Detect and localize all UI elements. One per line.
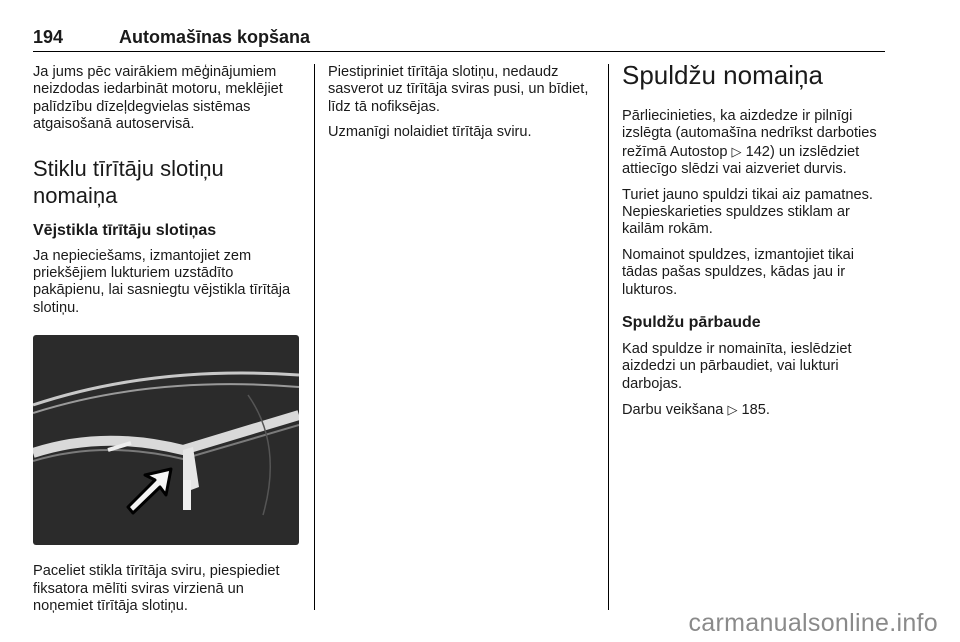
- watermark: carmanualsonline.info: [688, 609, 938, 637]
- page-number: 194: [33, 27, 64, 47]
- wiper-section-heading: Stiklu tīrītāju slotiņu nomaiņa: [33, 155, 224, 208]
- column-3: [622, 60, 892, 420]
- step-access-paragraph: Ja nepieciešams, izmantojiet zem priekšējiem lukturiem uzstādīto pakāpienu, lai sasniegtu vējstikla tīrītāja slotiņu.: [33, 247, 291, 316]
- wiper-blade-figure: [33, 335, 299, 545]
- page-reference-link[interactable]: 142: [745, 143, 770, 160]
- section-title: Automašīnas kopšana: [119, 27, 311, 47]
- reference-arrow-icon: ▷: [731, 143, 742, 159]
- same-bulbs-paragraph: Nomainot spuldzes, izmantojiet tikai tādas pašas spuldzes, kādas jau ir lukturos.: [622, 246, 854, 298]
- wiper-blade-illustration: [33, 335, 299, 545]
- page-header: [33, 27, 885, 49]
- intro-paragraph: Ja jums pēc vairākiem mēģinājumiem neizdodas iedarbināt motoru, meklējiet palīdzību dīzeļdegvielas sistēmas atgaisošanā autoservisā.: [33, 64, 283, 133]
- attach-blade-paragraph: Piestipriniet tīrītāja slotiņu, nedaudz sasverot uz tīrītāja sviras pusi, un bīdiet, līdz tā nofiksējas.: [328, 64, 589, 115]
- page-reference-link[interactable]: 185: [741, 402, 766, 419]
- windshield-wiper-subheading: Vējstikla tīrītāju slotiņas: [33, 221, 217, 239]
- bulb-handling-paragraph: Turiet jauno spuldzi tikai aiz pamatnes. Nepieskarieties spuldzes stiklam ar kailām rokām.: [622, 186, 873, 238]
- lower-arm-paragraph: Uzmanīgi nolaidiet tīrītāja sviru.: [328, 124, 532, 141]
- workshop-reference-paragraph: [622, 401, 892, 419]
- workshop-text-end: .: [765, 402, 770, 419]
- bulb-check-paragraph: Kad spuldze ir nomainīta, ieslēdziet aizdedzi un pārbaudiet, vai lukturi darbojas.: [622, 341, 852, 392]
- ignition-off-text-end: ) un izslēdziet attiecīgo slēdzi vai aizveriet durvis.: [622, 143, 860, 178]
- column-divider-2: [608, 64, 609, 610]
- reference-arrow-icon: ▷: [727, 402, 738, 418]
- column-1: [33, 64, 301, 615]
- column-2: [328, 64, 596, 142]
- workshop-text: Darbu veikšana: [622, 402, 728, 419]
- header-rule: [33, 51, 885, 52]
- column-divider-1: [314, 64, 315, 610]
- ignition-off-text: Pārliecinieties, ka aizdedze ir pilnīgi izslēgta (automašīna nedrīkst darboties režīmā Autostop: [622, 108, 877, 160]
- figure-caption: Paceliet stikla tīrītāja sviru, piespiediet fiksatora mēlīti sviras virzienā un noņemiet tīrītāja slotiņu.: [33, 563, 280, 615]
- ignition-off-paragraph: [622, 108, 892, 179]
- bulb-replacement-heading: Spuldžu nomaiņa: [622, 60, 823, 90]
- bulb-check-subheading: Spuldžu pārbaude: [622, 314, 761, 332]
